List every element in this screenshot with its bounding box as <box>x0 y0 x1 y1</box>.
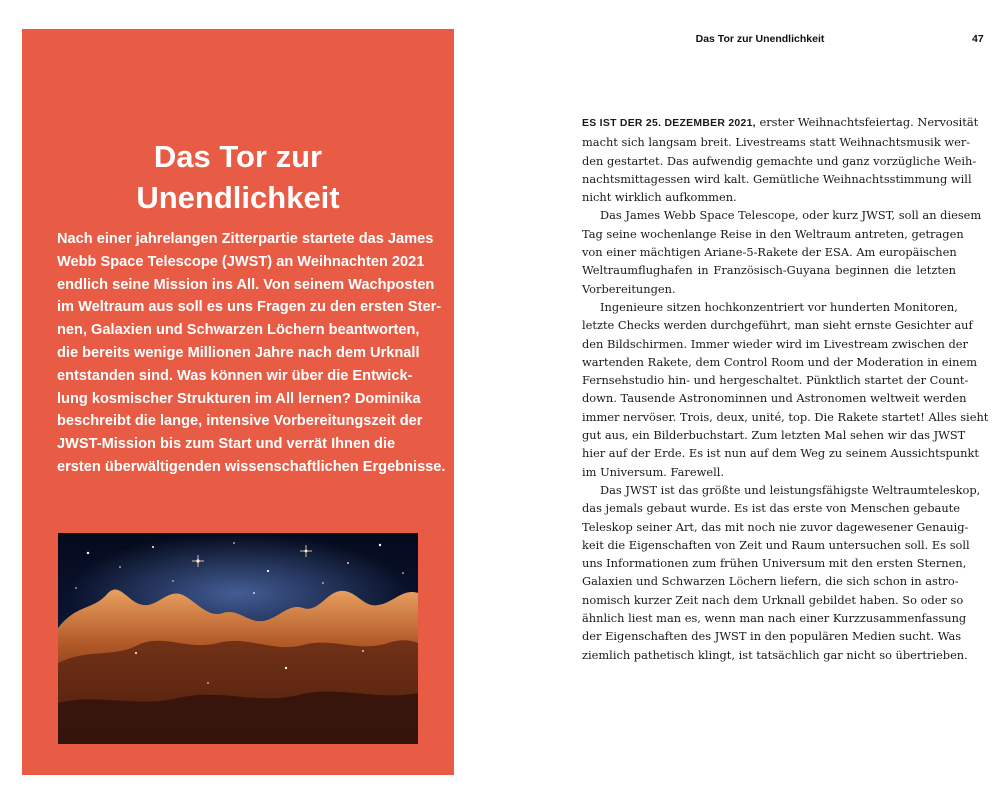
intro-line: im Weltraum aus soll es uns Fragen zu den ersten Ster- <box>57 299 442 316</box>
chapter-opener-panel <box>22 29 454 775</box>
intro-line: Webb Space Telescope (JWST) an Weihnachten 2021 <box>57 253 425 270</box>
text-line: Fernsehstudio hin- und hergeschaltet. Pünktlich startet der Count- <box>582 373 969 388</box>
text-line: keit die Eigenschaften von Zeit und Raum untersuchen soll. Es soll <box>582 537 970 552</box>
text-line: Vorbereitungen. <box>582 281 676 296</box>
text-line: hier auf der Erde. Es ist nun auf dem Weg zu seinem Aussichtspunkt <box>582 446 979 461</box>
text-line: von einer mächtigen Ariane-5-Rakete der ESA. Am europäischen <box>582 245 957 260</box>
text-line: nicht wirklich aufkommen. <box>582 190 737 205</box>
intro-line: entstanden sind. Was können wir über die Entwick- <box>57 367 413 384</box>
intro-line: ersten überwältigenden wissenschaftlichen Ergebnisse. <box>57 458 446 475</box>
text-line: Das JWST ist das größte und leistungsfähigste Weltraumteleskop, <box>600 482 981 497</box>
page-number: 47 <box>972 33 984 45</box>
text-line: Ingenieure sitzen hochkonzentriert vor hunderten Monitoren, <box>600 299 958 314</box>
text-line <box>582 113 979 133</box>
text-line: nomisch kurzer Zeit nach dem Urknall gebildet haben. So oder so <box>582 592 964 607</box>
chapter-intro <box>57 228 446 479</box>
chapter-title <box>22 136 454 218</box>
text-line: gut aus, ein Bilderbuchstart. Zum letzten Mal sehen wir das JWST <box>582 428 966 443</box>
text-line-rest: erster Weihnachtsfeiertag. Nervosität <box>755 115 979 129</box>
intro-line: endlich seine Mission ins All. Von seinem Wachposten <box>57 276 435 293</box>
running-head: Das Tor zur Unendlichkeit <box>695 33 825 45</box>
text-line: ziemlich pathetisch klingt, ist tatsächlich gar nicht so übertrieben. <box>582 647 968 662</box>
text-line: Teleskop seiner Art, das mit noch nie zuvor dagewesener Genauig- <box>582 519 969 534</box>
intro-line: beschreibt die lange, intensive Vorbereitungszeit der <box>57 413 423 430</box>
text-line: letzte Checks werden durchgeführt, man sieht ernste Gesichter auf <box>582 318 973 333</box>
text-line: uns Informationen zum frühen Universum mit den ersten Sternen, <box>582 556 967 571</box>
intro-line: lung kosmischer Strukturen im All lernen? Dominika <box>57 390 421 407</box>
body-text <box>582 113 989 664</box>
text-line: immer nervöser. Trois, deux, unité, top. Die Rakete startet! Alles sieht <box>582 409 989 424</box>
text-line: ähnlich liest man es, wenn man nach einer Kurzzusammenfassung <box>582 611 967 626</box>
intro-line: nen, Galaxien und Schwarzen Löchern beantworten, <box>57 322 420 339</box>
text-line: Galaxien und Schwarzen Löchern liefern, die sich schon in astro- <box>582 574 959 589</box>
text-line: nachtsmittagessen wird kalt. Gemütliche Weihnachtsstimmung will <box>582 171 972 186</box>
nebula-photo <box>58 533 418 744</box>
intro-line: Nach einer jahrelangen Zitterpartie startete das James <box>57 231 434 247</box>
chapter-title-line: Das Tor zur <box>153 139 323 174</box>
intro-line: JWST-Mission bis zum Start und verrät Ihnen die <box>57 436 396 453</box>
text-line: Weltraumflughafen in Französisch-Guyana beginnen die letzten <box>582 263 956 278</box>
text-line: das jemals gebaut wurde. Es ist das erste von Menschen gebaute <box>582 501 960 516</box>
text-line: wartenden Rakete, dem Control Room und der Moderation in einem <box>582 354 978 369</box>
text-line: macht sich langsam breit. Livestreams statt Weihnachtsmusik wer- <box>582 135 971 150</box>
text-line: Das James Webb Space Telescope, oder kurz JWST, soll an diesem <box>600 208 982 223</box>
text-line: den Bildschirmen. Immer wieder wird im Livestream zwischen der <box>582 336 968 351</box>
text-line: Tag seine wochenlange Reise in den Weltraum antreten, getragen <box>582 226 964 241</box>
lead-in-caps: ES IST DER 25. DEZEMBER 2021, <box>582 118 756 129</box>
chapter-title-line: Unendlichkeit <box>136 180 340 215</box>
text-line: der Eigenschaften des JWST in den populären Medien sucht. Was <box>582 629 962 644</box>
text-line: im Universum. Farewell. <box>582 464 724 479</box>
intro-line: die bereits wenige Millionen Jahre nach dem Urknall <box>57 344 420 361</box>
text-line: den gestartet. Das aufwendig gemachte und ganz vorzügliche Weih- <box>582 153 977 168</box>
text-line: down. Tausende Astronominnen und Astronomen weltweit werden <box>582 391 967 406</box>
